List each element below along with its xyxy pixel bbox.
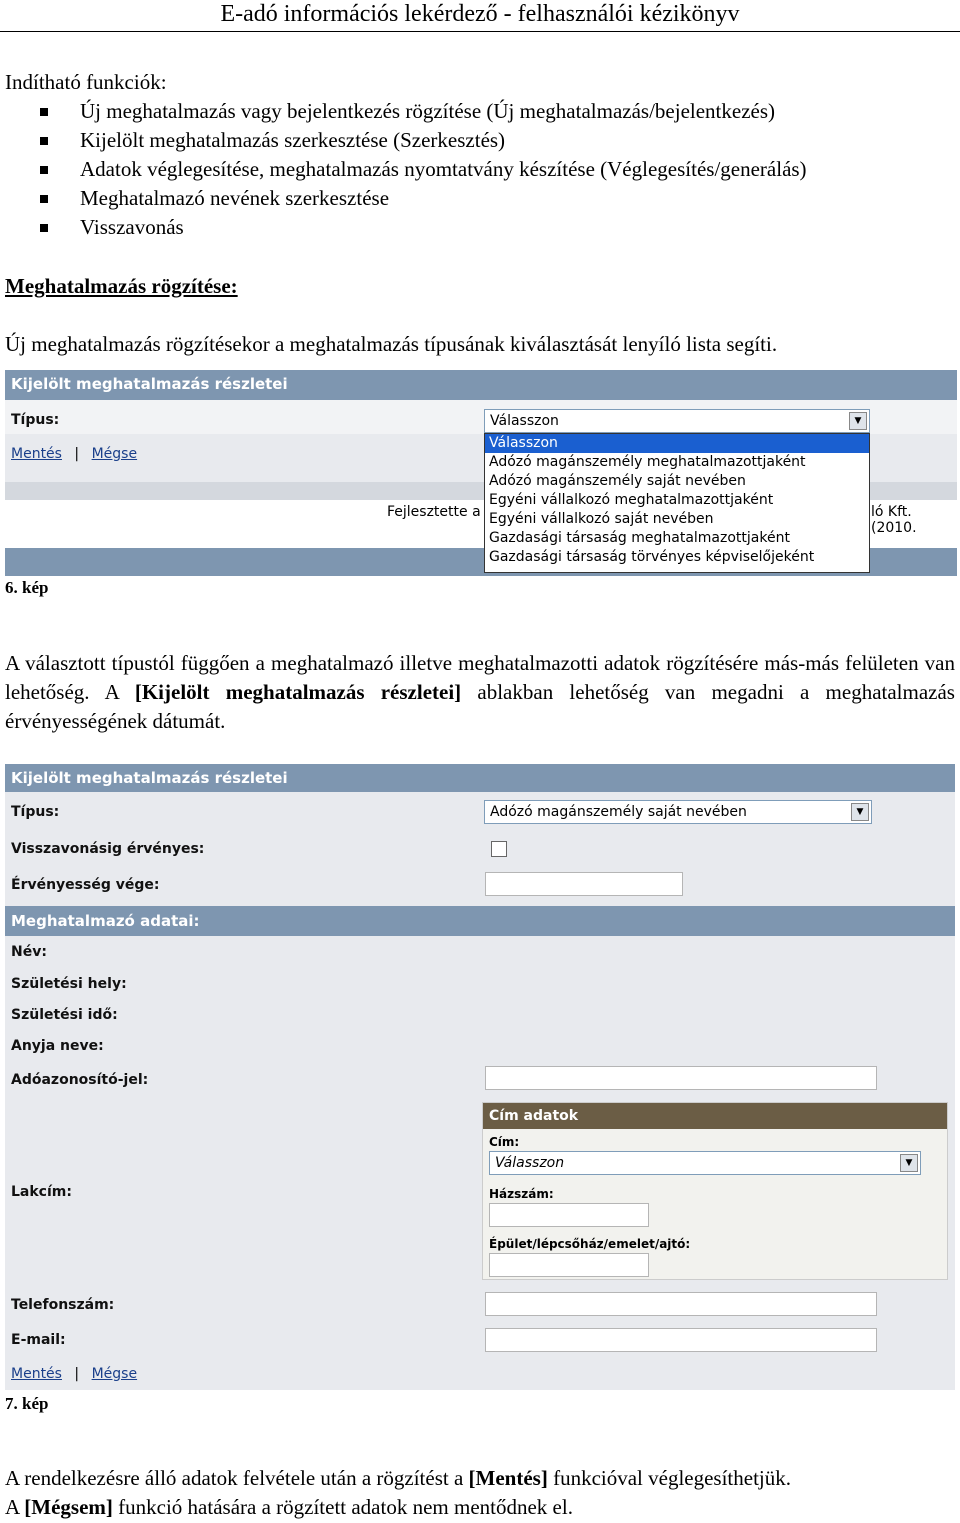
address-label: Lakcím:: [11, 1184, 72, 1200]
house-number-label: Házszám:: [489, 1187, 554, 1201]
closing-line-2: A [Mégsem] funkció hatására a rögzített adatok nem mentődnek el.: [5, 1495, 573, 1519]
link-separator: |: [74, 1366, 80, 1382]
chevron-down-icon[interactable]: ▼: [851, 803, 869, 821]
type-select[interactable]: Adózó magánszemély saját nevében ▼: [484, 800, 872, 824]
street-select[interactable]: Válasszon ▼: [489, 1151, 921, 1175]
email-input[interactable]: [485, 1328, 877, 1352]
figure-caption: 7. kép: [5, 1394, 49, 1413]
dropdown-option[interactable]: Válasszon: [485, 434, 869, 453]
dropdown-option[interactable]: Adózó magánszemély meghatalmazottjaként: [489, 454, 806, 470]
cancel-link[interactable]: Mégse: [91, 1366, 138, 1382]
details-titlebar: Kijelölt meghatalmazás részletei: [5, 764, 955, 792]
body-paragraph: A választott típustól függően a meghatalmazó illetve meghatalmazotti adatok rögzítésére más-más felületen van lehetőség. A [Kijelölt meghatalmazás részletei] ablakban lehetőség van megadni a meghatalmazás érvényességének dátumát.: [5, 651, 955, 733]
phone-label: Telefonszám:: [11, 1297, 115, 1313]
screenshot-details-form: [5, 764, 955, 1390]
address-titlebar: Cím adatok: [483, 1103, 947, 1129]
name-label: Név:: [11, 944, 47, 960]
validity-input[interactable]: [485, 872, 683, 896]
type-dropdown-list: [484, 433, 870, 573]
functions-label: Indítható funkciók:: [5, 70, 167, 94]
figure-caption: 6. kép: [5, 578, 49, 597]
cancel-link[interactable]: Mégse: [91, 446, 138, 462]
dropdown-option[interactable]: Egyéni vállalkozó meghatalmazottjaként: [489, 492, 774, 508]
closing-line-1: A rendelkezésre álló adatok felvétele után a rögzítést a [Mentés] funkcióval véglegesíthetjük.: [5, 1466, 792, 1490]
section-heading: Meghatalmazás rögzítése:: [5, 274, 238, 298]
bullet-icon: [40, 195, 48, 203]
footer-credit-left: Fejlesztette a: [387, 504, 481, 520]
chevron-down-icon[interactable]: ▼: [849, 412, 867, 430]
link-separator: |: [74, 446, 80, 462]
validity-label: Érvényesség vége:: [11, 877, 160, 893]
house-number-input[interactable]: [489, 1203, 649, 1227]
dropdown-option[interactable]: Gazdasági társaság törvényes képviselőjeként: [489, 549, 815, 565]
building-label: Épület/lépcsőház/emelet/ajtó:: [489, 1237, 691, 1251]
bullet-icon: [40, 108, 48, 116]
street-label: Cím:: [489, 1135, 520, 1149]
chevron-down-icon[interactable]: ▼: [900, 1154, 918, 1172]
birthdate-label: Születési idő:: [11, 1007, 118, 1023]
type-select[interactable]: Válasszon ▼: [484, 409, 870, 433]
details-titlebar: Kijelölt meghatalmazás részletei: [5, 370, 957, 400]
bullet-icon: [40, 166, 48, 174]
taxid-label: Adóazonosító-jel:: [11, 1072, 149, 1088]
birthplace-label: Születési hely:: [11, 976, 127, 992]
footer-credit-right: ló Kft. (2010.: [871, 504, 917, 536]
header-divider: [0, 31, 960, 32]
type-label: Típus:: [11, 804, 60, 820]
revoke-label: Visszavonásig érvényes:: [11, 841, 205, 857]
phone-input[interactable]: [485, 1292, 877, 1316]
building-input[interactable]: [489, 1253, 649, 1277]
mother-label: Anyja neve:: [11, 1038, 104, 1054]
save-link[interactable]: Mentés: [11, 1366, 62, 1382]
taxid-input[interactable]: [485, 1066, 877, 1090]
screenshot-type-dropdown: [5, 370, 957, 576]
section-text: Új meghatalmazás rögzítésekor a meghatalmazás típusának kiválasztását lenyíló lista segíti.: [5, 332, 778, 356]
type-label: Típus:: [11, 412, 60, 428]
dropdown-option[interactable]: Gazdasági társaság meghatalmazottjaként: [489, 530, 790, 546]
dropdown-option[interactable]: Egyéni vállalkozó saját nevében: [489, 511, 714, 527]
email-label: E-mail:: [11, 1332, 66, 1348]
address-panel: [482, 1102, 948, 1280]
revoke-checkbox[interactable]: [491, 841, 507, 857]
document-header: E-adó információs lekérdező - felhasználói kézikönyv: [220, 1, 740, 27]
bullet-icon: [40, 137, 48, 145]
bullet-icon: [40, 224, 48, 232]
dropdown-option[interactable]: Adózó magánszemély saját nevében: [489, 473, 746, 489]
principal-titlebar: Meghatalmazó adatai:: [5, 906, 955, 936]
save-link[interactable]: Mentés: [11, 446, 62, 462]
